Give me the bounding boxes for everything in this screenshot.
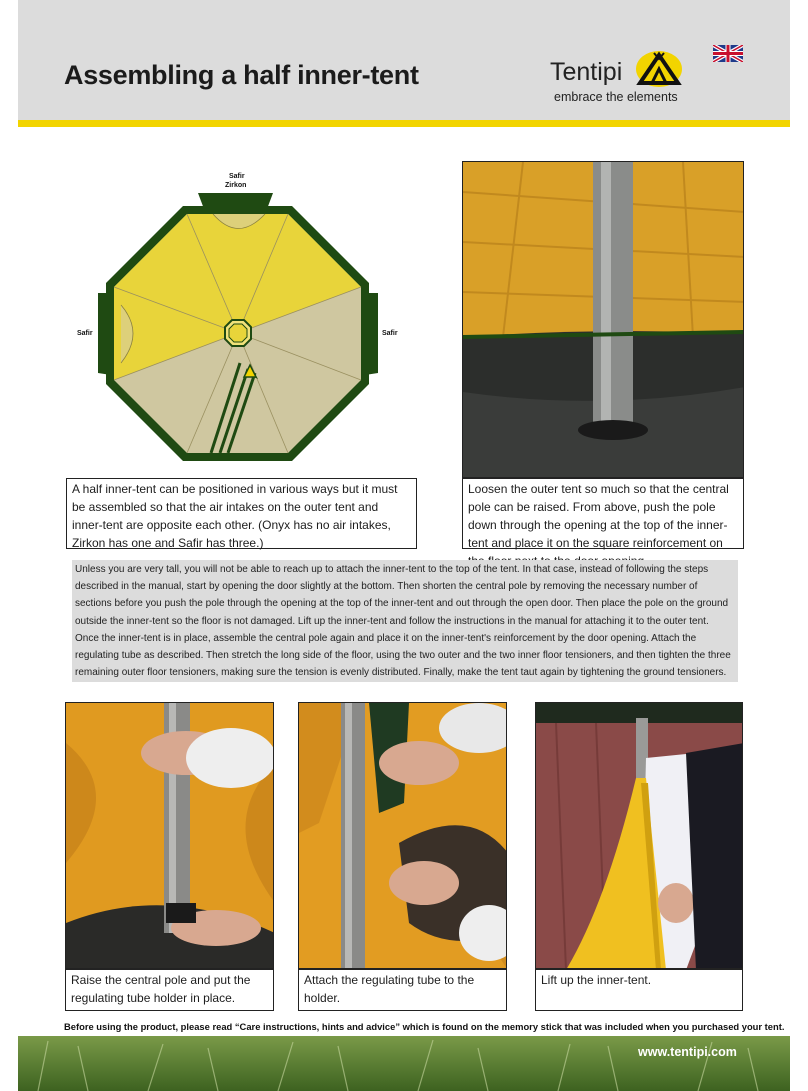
step-1-caption: Raise the central pole and put the regulating tube holder in place. xyxy=(65,969,274,1011)
photo-step-2 xyxy=(298,702,507,969)
diagram-label-top-2: Zirkon xyxy=(225,182,247,189)
step-2-caption: Attach the regulating tube to the holder. xyxy=(298,969,507,1011)
pole-caption: Loosen the outer tent so much so that the central pole can be raised. From above, push the pole down through the opening at the top of the inner-tent and place it on the square reinforcement on xyxy=(462,478,744,549)
tall-user-note: Unless you are very tall, you will not be able to reach up to attach the inner-tent to the top of the tent. In that case, instead of following the steps described in the manual, start by opening the door slightly at the bottom. Then shorten the central pole by removing the necessary number of sections before you push the pole through the opening at the top of the inner-tent and out through the open door. Then place the pole on the ground outside the inner-tent so the floor is not damaged. Lift up the inner-tent and follow the instructions in the manual for attaching it to the outer tent. Once the inner-tent is in place, assemble the central pole again and place it on the inner-tent's reinforcement by the door opening. Attach the regulating tube as described. Then stretch the long side of the floor, using the two outer and the two inner floor tensioners, and then tighten the three remaining outer floor tensioners, making sure the tension is evenly distributed. Finally, make the tent taut again by tightening the ground tensioners. xyxy=(72,560,738,682)
website-link[interactable]: www.tentipi.com xyxy=(638,1045,737,1059)
page-title: Assembling a half inner-tent xyxy=(64,60,419,90)
photo-step-1 xyxy=(65,702,274,969)
brand-name: Tentipi xyxy=(550,58,623,86)
brand-tagline: embrace the elements xyxy=(554,90,678,104)
uk-flag-icon[interactable] xyxy=(713,45,743,67)
photo-step-3 xyxy=(535,702,743,969)
diagram-label-right: Safir xyxy=(382,330,398,337)
photo-central-pole xyxy=(462,161,744,478)
diagram-label-top: Safir xyxy=(229,173,245,180)
yellow-rule xyxy=(18,120,790,127)
tent-logo-icon xyxy=(634,49,684,94)
diagram-caption: A half inner-tent can be positioned in various ways but it must be assembled so that the air intakes on the outer tent and inner-tent are opposite each other. (Onyx has no air intakes, Zirkon has one and Safir has three.) xyxy=(66,478,417,549)
footer-note: Before using the product, please read “Care instructions, hints and advice” which is found on the memory stick that was included when you purchased your tent. xyxy=(64,1021,785,1032)
diagram-label-left: Safir xyxy=(77,330,93,337)
tent-floor-diagram xyxy=(77,165,398,465)
step-3-caption: Lift up the inner-tent. xyxy=(535,969,743,1011)
